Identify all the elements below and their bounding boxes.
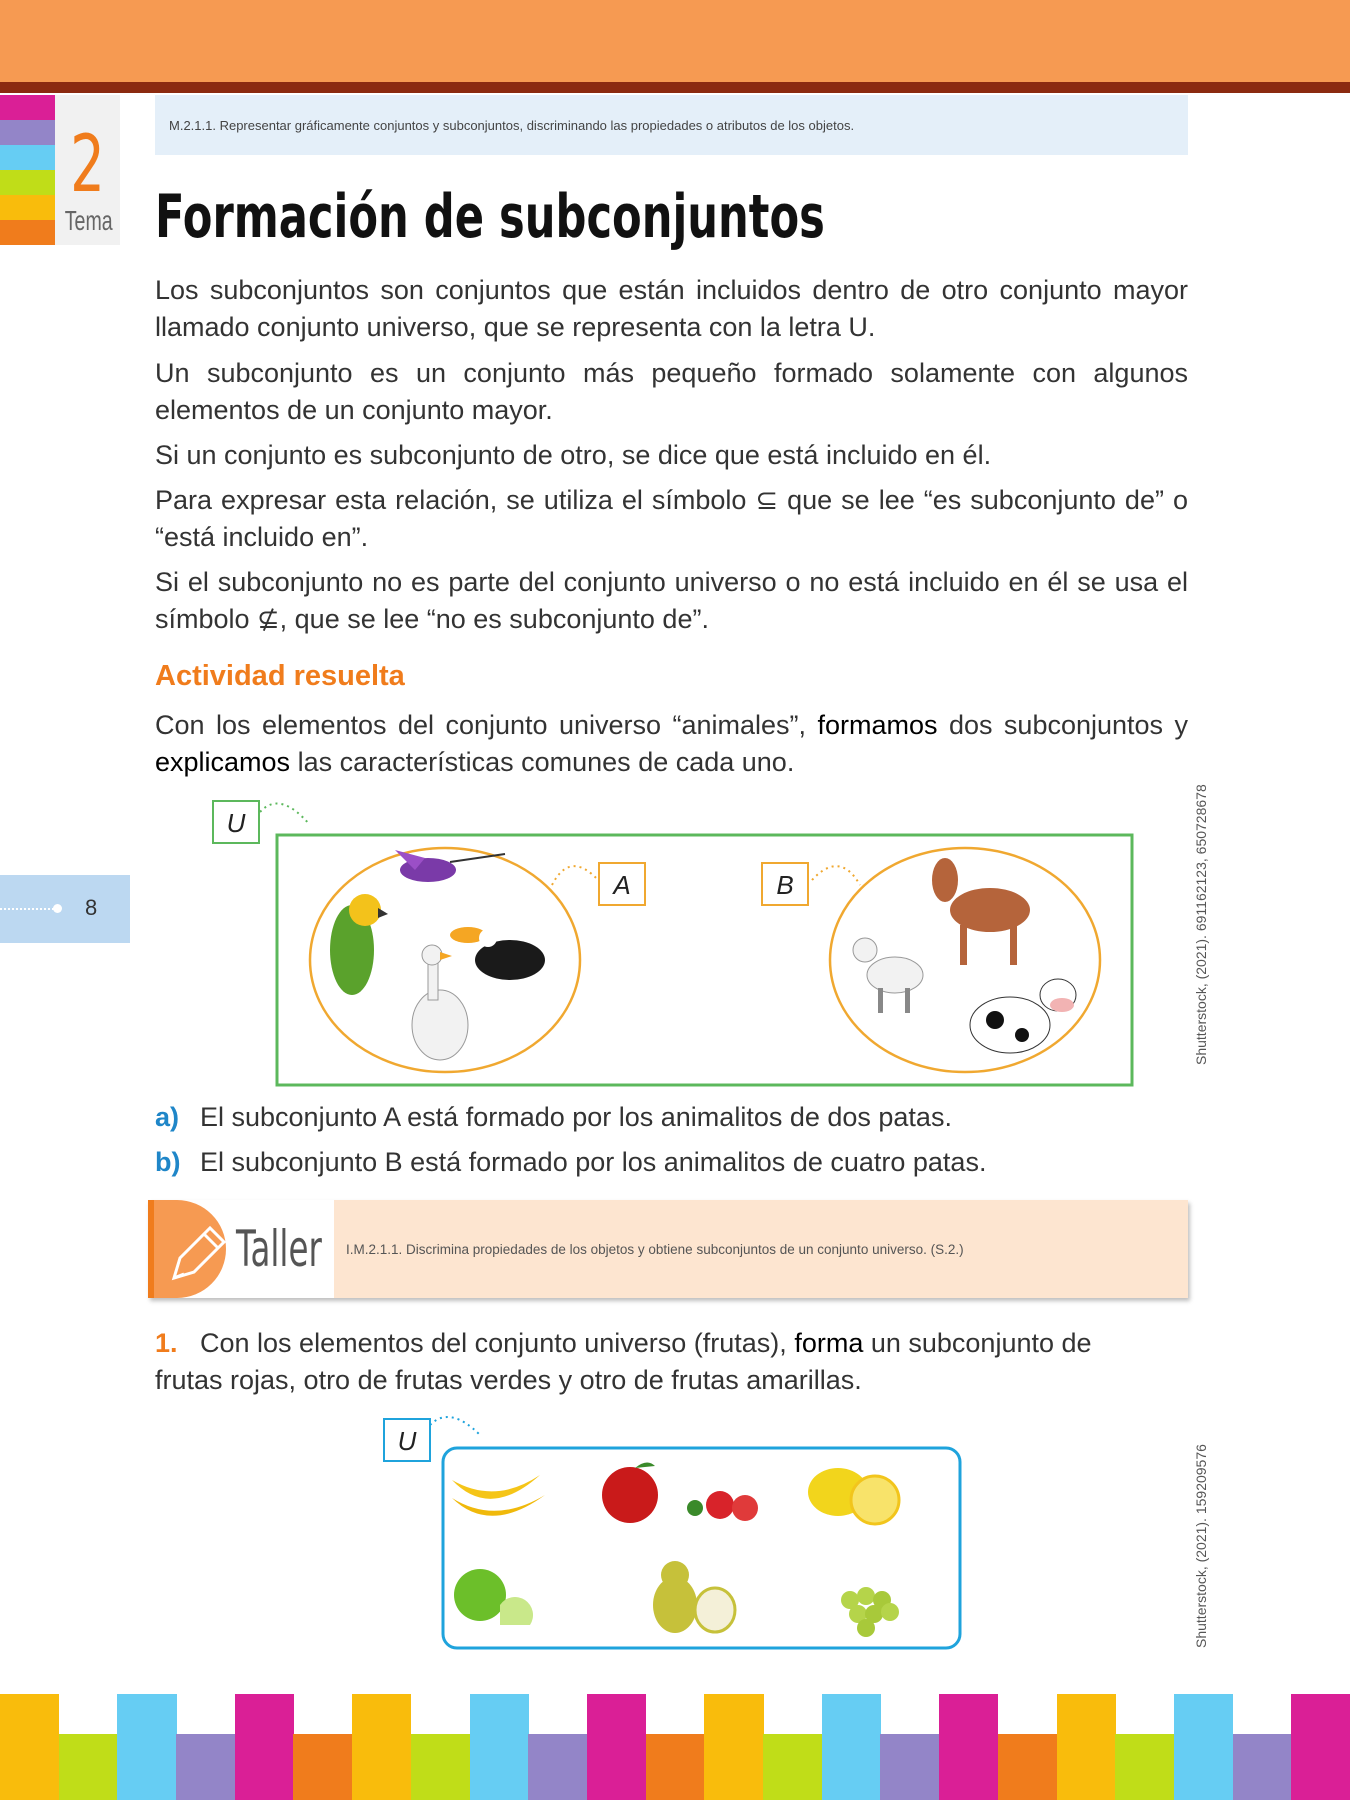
goose-image bbox=[412, 945, 468, 1060]
activity-heading: Actividad resuelta bbox=[155, 660, 405, 692]
answer-item bbox=[155, 1147, 986, 1178]
connector bbox=[552, 866, 598, 885]
text: Con los elementos del conjunto universo (frutas), bbox=[200, 1328, 795, 1358]
bold-text: formamos bbox=[817, 710, 938, 740]
goat-image bbox=[853, 938, 923, 1013]
animals-venn-diagram bbox=[200, 790, 1150, 1095]
page-number-tag bbox=[0, 875, 130, 943]
exercise-marker: 1. bbox=[155, 1328, 178, 1358]
paragraph: Para expresar esta relación, se utiliza el símbolo ⊆ que se lee “es subconjunto de” o “está incluido en”. bbox=[155, 485, 1188, 552]
decor-bar bbox=[1174, 1694, 1233, 1800]
decor-bar bbox=[763, 1734, 822, 1800]
toucan-image bbox=[450, 927, 545, 980]
decor-bar bbox=[1115, 1734, 1174, 1800]
color-tab bbox=[0, 220, 55, 245]
decor-bar bbox=[117, 1694, 176, 1800]
universe-label: U bbox=[383, 1418, 431, 1462]
decor-bar bbox=[235, 1694, 294, 1800]
set-b-label: B bbox=[761, 862, 809, 906]
green-apple-image bbox=[454, 1569, 533, 1625]
skill-code-banner: M.2.1.1. Representar gráficamente conjuntos y subconjuntos, discriminando las propiedades o atributos de los objetos. bbox=[155, 95, 1188, 155]
decor-bar bbox=[293, 1734, 352, 1800]
decor-bar bbox=[1057, 1694, 1116, 1800]
apple-red-image bbox=[602, 1462, 658, 1523]
topic-label: Tema bbox=[64, 205, 113, 236]
strawberries-image bbox=[687, 1491, 758, 1521]
grapes-image bbox=[841, 1587, 899, 1637]
top-divider bbox=[0, 82, 1350, 93]
dot bbox=[53, 904, 62, 913]
decor-bar bbox=[470, 1694, 529, 1800]
color-tab bbox=[0, 120, 55, 145]
bold-text: forma bbox=[794, 1328, 864, 1358]
dotted-line bbox=[0, 908, 58, 910]
text: El subconjunto B está formado por los animalitos de cuatro patas. bbox=[200, 1147, 987, 1177]
paragraph: Si el subconjunto no es parte del conjunto universo o no está incluido en él se usa el símbolo ⊈, que se lee “no es subconjunto de”. bbox=[155, 567, 1188, 634]
text: un subconjunto de frutas rojas, otro de frutas verdes y otro de frutas amarillas. bbox=[155, 1328, 1092, 1395]
paragraph: Un subconjunto es un conjunto más pequeño formado solamente con algunos elementos de un conjunto mayor. bbox=[155, 358, 1188, 425]
decor-bar bbox=[822, 1694, 881, 1800]
color-tab bbox=[0, 195, 55, 220]
set-a-label: A bbox=[598, 862, 646, 906]
bold-text: explicamos bbox=[155, 747, 291, 777]
marker: a) bbox=[155, 1102, 180, 1132]
decor-bar bbox=[411, 1734, 470, 1800]
marker: b) bbox=[155, 1147, 181, 1177]
decor-bar bbox=[0, 1694, 59, 1800]
connector bbox=[260, 804, 310, 825]
decor-bar bbox=[352, 1694, 411, 1800]
decor-bar bbox=[646, 1734, 705, 1800]
decor-bar bbox=[1291, 1694, 1350, 1800]
answer-item bbox=[155, 1102, 952, 1133]
taller-header bbox=[148, 1200, 334, 1298]
color-tab bbox=[0, 145, 55, 170]
top-band bbox=[0, 0, 1350, 82]
text: Con los elementos del conjunto universo “animales”, bbox=[155, 710, 818, 740]
decor-bar bbox=[176, 1734, 235, 1800]
connector bbox=[430, 1417, 480, 1435]
decor-bar bbox=[528, 1734, 587, 1800]
pear-image bbox=[653, 1561, 735, 1633]
achievement-indicator: I.M.2.1.1. Discrimina propiedades de los objetos y obtiene subconjuntos de un conjunto universo. (S.2.) bbox=[346, 1242, 964, 1257]
decor-bar bbox=[880, 1734, 939, 1800]
text: El subconjunto A está formado por los animalitos de dos patas. bbox=[200, 1102, 952, 1132]
topic-badge bbox=[55, 95, 120, 245]
decor-bar bbox=[704, 1694, 763, 1800]
topic-number: 2 bbox=[70, 120, 105, 210]
banana-image bbox=[452, 1475, 545, 1516]
exercise-1 bbox=[155, 1325, 1155, 1399]
image-credit: Shutterstock, (2021). 691162123, 650728678 bbox=[1193, 784, 1209, 1065]
lemon-image bbox=[808, 1468, 899, 1524]
paragraph: Si un conjunto es subconjunto de otro, se dice que está incluido en él. bbox=[155, 440, 992, 470]
paragraph: Los subconjuntos son conjuntos que están incluidos dentro de otro conjunto mayor llamado conjunto universo, que se representa con la letra U. bbox=[155, 275, 1188, 342]
connector bbox=[812, 866, 860, 885]
color-tab bbox=[0, 95, 55, 120]
universe-label: U bbox=[212, 800, 260, 844]
text: dos subconjuntos y bbox=[937, 710, 1188, 740]
parrot-image bbox=[330, 894, 388, 995]
text: las características comunes de cada uno. bbox=[290, 747, 795, 777]
decor-bar bbox=[59, 1734, 118, 1800]
taller-label: Taller bbox=[236, 1220, 322, 1278]
page-number: 8 bbox=[85, 895, 98, 920]
cow-image bbox=[970, 979, 1076, 1053]
page-title: Formación de subconjuntos bbox=[155, 182, 825, 252]
decor-bar bbox=[998, 1734, 1057, 1800]
horse-image bbox=[932, 858, 1030, 965]
activity-intro bbox=[155, 707, 1188, 781]
fruits-universe-diagram bbox=[380, 1410, 970, 1655]
image-credit: Shutterstock, (2021). 159209576 bbox=[1193, 1444, 1209, 1648]
pencil-icon bbox=[154, 1200, 226, 1298]
decor-bar bbox=[939, 1694, 998, 1800]
decor-bar bbox=[587, 1694, 646, 1800]
decor-bar bbox=[1233, 1734, 1292, 1800]
color-tab bbox=[0, 170, 55, 195]
taller-banner bbox=[148, 1200, 1188, 1298]
